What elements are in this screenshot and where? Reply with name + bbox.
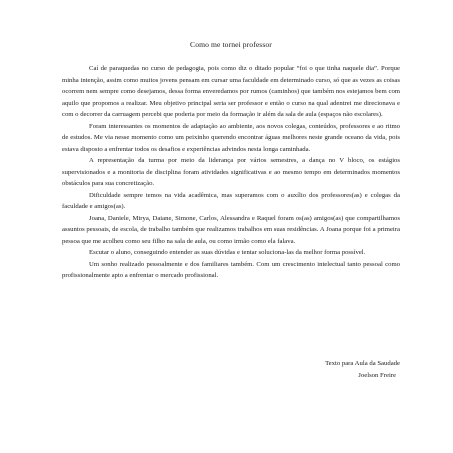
document-page — [62, 40, 400, 379]
signature-author: Joelson Freire — [358, 371, 396, 379]
paragraph: A representação da turma por meio da liderança por vários semestres, a dança no V bloco, os estágios supervisionados e a monitoria de disciplina foram atividades significativas e ao mesmo tempo em determinados momentos obstáculos para sua concretização. — [62, 157, 400, 187]
paragraph: Foram interessantes os momentos de adaptação ao ambiente, aos novos colegas, conteúdos, professores e ao ritmo de estudos. Me via nesse momento como um peixinho querendo encontrar águas melhores neste grande oceano da vida, pois estava disposto a enfrentar todos os desafios e experiências advindos nesta longa caminhada. — [62, 122, 400, 153]
signature-block — [62, 358, 400, 381]
document-body — [62, 63, 400, 282]
paragraph: Dificuldade sempre temos na vida acadêmica, mas superamos com o auxílio dos professores(as) e colegas da faculdade e amigos(as). — [62, 191, 400, 210]
signature-occasion: Texto para Aula da Saudade — [325, 360, 400, 367]
paragraph: Escutar o aluno, conseguindo entender as suas dúvidas e tentar soluciona-las da melhor forma possível. — [89, 249, 366, 256]
document-title: Como me tornei professor — [190, 40, 272, 49]
paragraph: Um sonho realizado pessoalmente e dos familiares também. Com um crescimento intelectual tanto pessoal como profissionalmente apto a enfrentar o mercado profissional. — [62, 260, 400, 279]
paragraph: Joana, Daniele, Mirya, Daiane, Simone, Carlos, Alessandra e Raquel foram os(as) amigos(as) que compartilhamos assuntos pessoais, de escola, de trabalho também que realizamos trabalhos em suas residências. A Joana porque foi a primeira pessoa que me acolheu como seu filho na sala de aula, ou como irmão como ela falava. — [62, 214, 400, 245]
paragraph: Caí de paraquedas no curso de pedagogia, pois como diz o ditado popular “foi o que tinha naquele dia”. Porque minha intenção, assim como muitos jovens pensam em cursar uma faculdade em determinado curso, só que as vezes as coisas ocorrem nem sempre como desejamos, dessa forma enveredamos por rumos (caminhos) que também nos estejamos bem com aquilo que propomos a realizar. Meu objetivo principal seria ser professor e então o curso na qual adentrei me direcionava e com o decorrer da carruagem percebi que poderia por meio da formação ir além da sala de aula (espaços não escolares). — [62, 65, 400, 118]
